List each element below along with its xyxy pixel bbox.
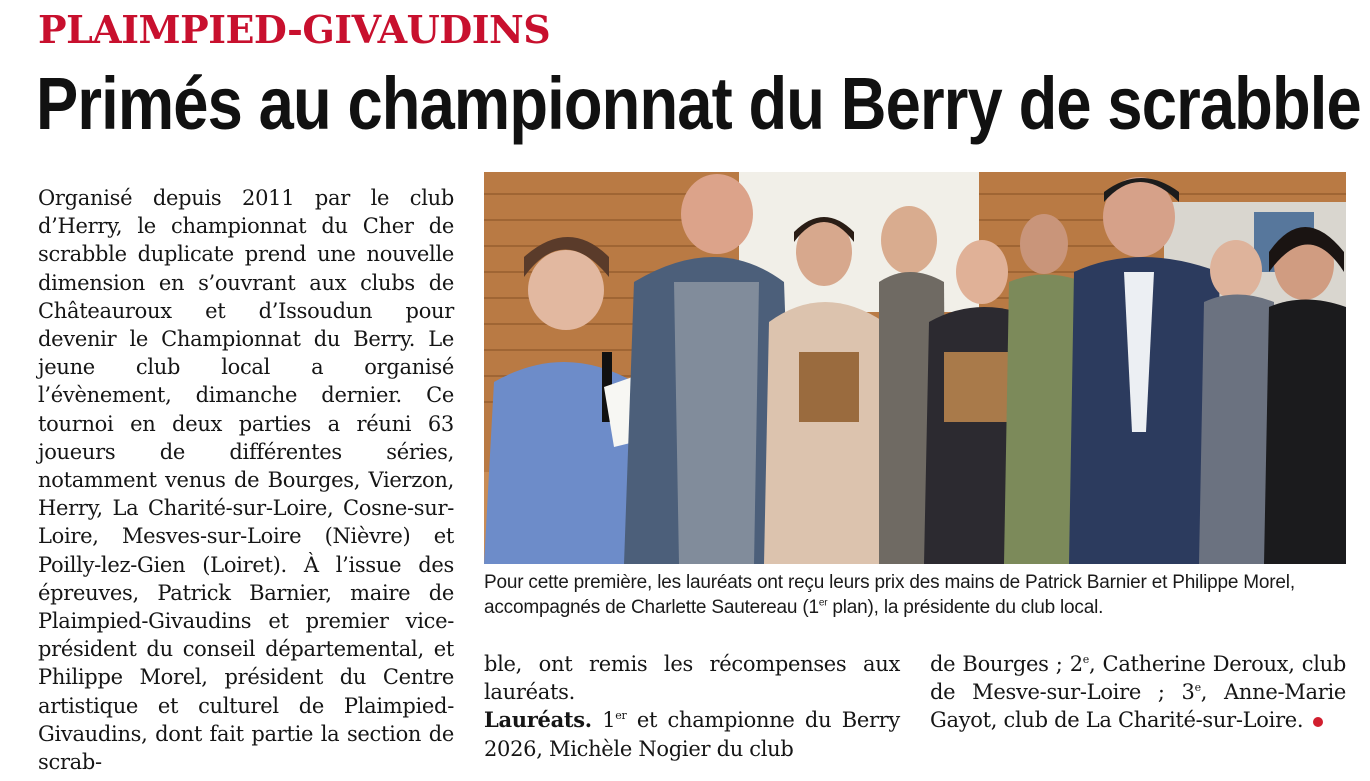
- article-kicker: PLAIMPIED-GIVAUDINS: [38, 7, 551, 52]
- article-column-3: [930, 650, 1346, 735]
- news-photo: [484, 172, 1346, 564]
- photo-caption: [484, 570, 1346, 620]
- article-column-2: [484, 650, 900, 763]
- end-of-article-dot-icon: [1313, 717, 1323, 727]
- article-headline: Primés au championnat du Berry de scrabble: [36, 62, 1361, 145]
- article-column-1: [38, 184, 454, 776]
- body-paragraph-winners: de Bourges ; 2e, Catherine Deroux, club de Mesve-sur-Loire ; 3e, Anne-Marie Gayot, club de La Charité-sur-Loire.: [930, 652, 1347, 733]
- laureats-lead-in: Lauréats.: [484, 707, 592, 733]
- body-paragraph-laureats: Lauréats. 1er et championne du Berry 2026, Michèle Nogier du club: [484, 707, 900, 761]
- body-paragraph-continuation: ble, ont remis les récompenses aux lauréats.: [484, 652, 900, 705]
- body-paragraph-1: Organisé depuis 2011 par le club d’Herry, le championnat du Cher de scrabble duplicate prend une nouvelle dimension en s’ouvrant aux clubs de Châteauroux et d’Issoudun pour devenir le Championnat du Berry. Le jeune club local a organisé l’évènement, dimanche dernier. Ce tournoi en deux parties a réuni 63 joueurs de différentes séries, notamment venus de Bourges, Vierzon, Herry, La Charité-sur-Loire, Cosne-sur-Loire, Mesves-sur-Loire (Nièvre) et Poilly-lez-Gien (Loiret). À l’issue des épreuves, Patrick Barnier, maire de Plaimpied-Givaudins et premier vice-président du conseil départemental, et Philippe Morel, président du Centre artistique et culturel de Plaimpied-Givaudins, dont fait partie la section de scrab-: [38, 186, 454, 775]
- caption-text: Pour cette première, les lauréats ont reçu leurs prix des mains de Patrick Barnier et Philippe Morel, accompagnés de Charlette Sautereau (1er plan), la présidente du club local.: [484, 572, 1295, 618]
- caption-superscript: er: [818, 597, 828, 609]
